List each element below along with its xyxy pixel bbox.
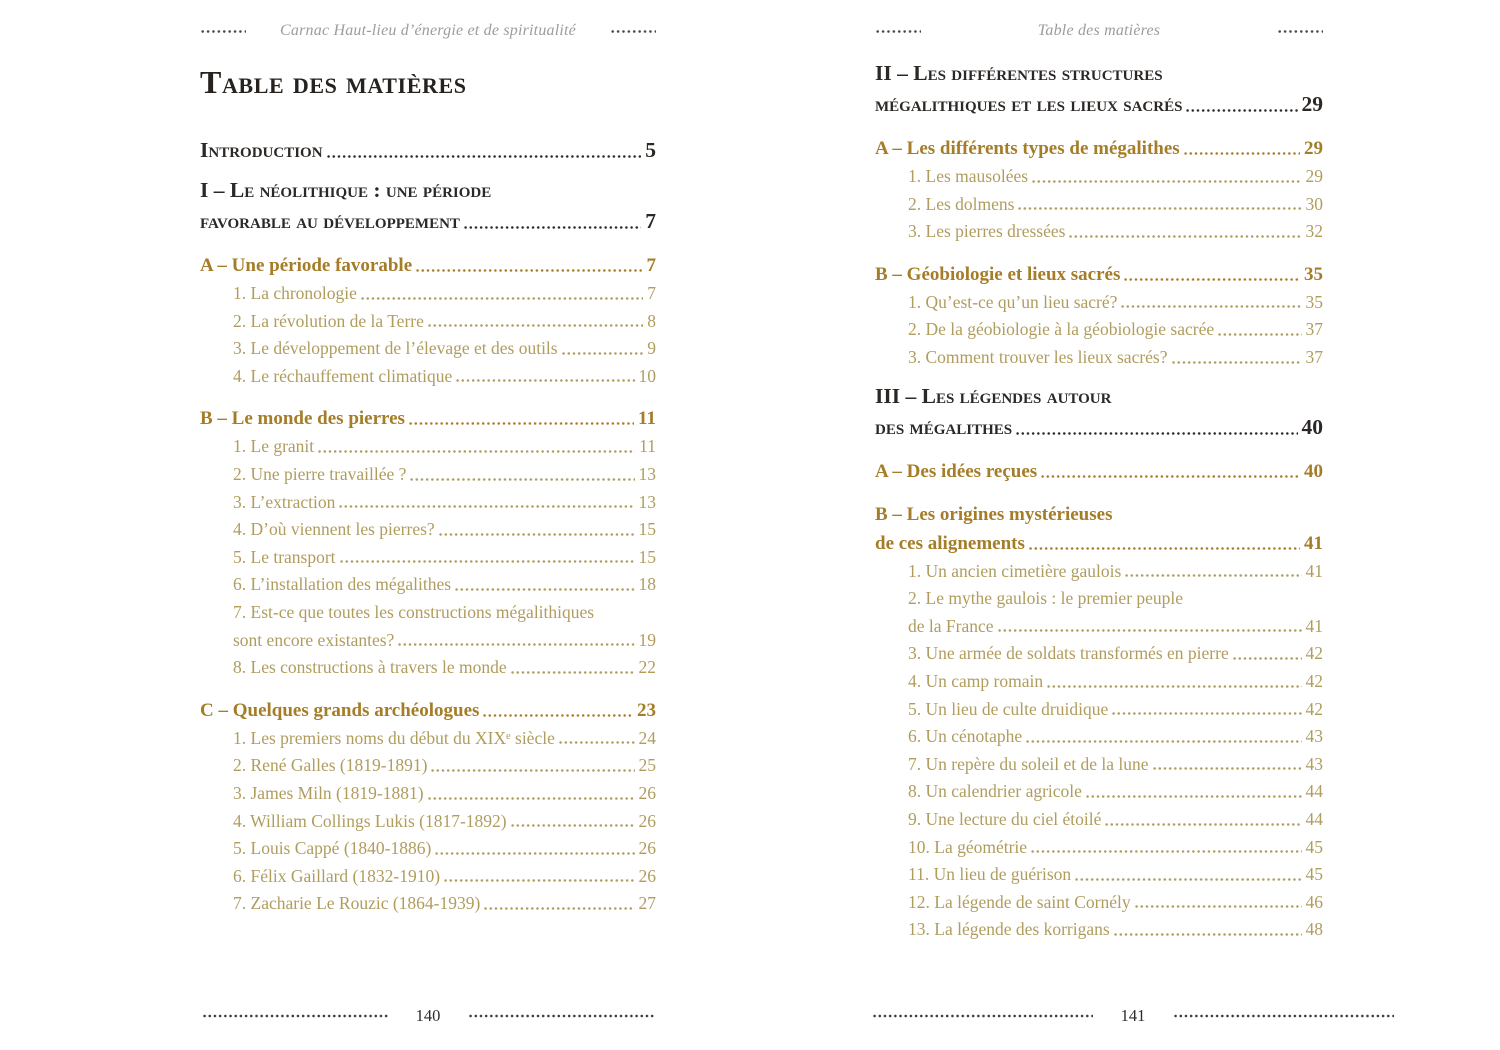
toc-entry-label: 4. D’où viennent les pierres? (233, 519, 435, 540)
dot-leader (1015, 412, 1297, 443)
toc-entry (200, 363, 656, 391)
toc-page-number: 30 (1305, 193, 1323, 214)
toc-entry-label: 13. La légende des korrigans (908, 919, 1110, 940)
toc-page-number: 8 (647, 310, 656, 331)
toc-entry-label: 5. Louis Cappé (1840-1886) (233, 838, 432, 859)
toc-entry (875, 806, 1323, 834)
dot-leader (561, 335, 644, 363)
footer-dotted-rule-icon (468, 1012, 654, 1020)
running-header-title: Table des matières (1037, 22, 1161, 39)
dot-leader (1040, 457, 1300, 486)
toc-entry-label: de ces alignements (875, 532, 1025, 554)
toc-entry (875, 889, 1323, 917)
toc-entry-label: A – Des idées reçues (875, 460, 1038, 482)
toc-entry-label: C – Quelques grands archéologues (200, 699, 480, 721)
toc-entry (875, 218, 1323, 246)
toc-entry-label: 3. L’extraction (233, 491, 336, 512)
toc-entry (200, 433, 656, 461)
dot-leader (1124, 558, 1301, 586)
toc-page-number: 26 (638, 865, 656, 886)
dot-leader (409, 461, 634, 489)
toc-entry (200, 752, 656, 780)
dot-leader (1232, 640, 1302, 668)
toc-entry (200, 808, 656, 836)
toc-page-number: 46 (1305, 891, 1323, 912)
toc-entry-label: 3. James Miln (1819-1881) (233, 782, 424, 803)
dot-leader (427, 780, 635, 808)
toc-entry-label: 4. Le réchauffement climatique (233, 365, 453, 386)
toc-entry-label: de la France (908, 615, 994, 636)
header-dotted-rule-icon (875, 27, 921, 36)
dot-leader (463, 206, 641, 237)
toc-entry (875, 381, 1323, 443)
page-right (875, 58, 1323, 944)
header-dotted-rule-icon (1277, 27, 1323, 36)
toc-page-number: 15 (638, 546, 656, 567)
toc-entry (875, 834, 1323, 862)
toc-entries-right (875, 58, 1323, 944)
page-folio-number: 140 (415, 1006, 441, 1025)
toc-entry (200, 780, 656, 808)
toc-entry (200, 404, 656, 433)
toc-entry-label: 1. Les premiers noms du début du XIXᵉ siècle (233, 727, 555, 748)
toc-page-number: 40 (1301, 414, 1323, 439)
toc-page-number: 26 (638, 838, 656, 859)
dot-leader (1085, 778, 1302, 806)
toc-entry (875, 861, 1323, 889)
toc-entry (200, 654, 656, 682)
dot-leader (1152, 751, 1302, 779)
toc-page-number: 42 (1305, 643, 1323, 664)
toc-entry (200, 599, 656, 654)
dot-leader (1025, 723, 1301, 751)
dot-leader (415, 251, 642, 280)
toc-page-number: 11 (638, 408, 656, 430)
toc-entry (875, 751, 1323, 779)
dot-leader (1171, 344, 1302, 372)
toc-entry-label: 5. Un lieu de culte druidique (908, 698, 1109, 719)
toc-page-number: 48 (1305, 919, 1323, 940)
toc-page-number: 13 (638, 463, 656, 484)
folio-left (202, 1006, 654, 1026)
toc-entry (875, 723, 1323, 751)
toc-page-number: 7 (646, 255, 656, 276)
toc-entry (875, 457, 1323, 486)
toc-entry-label: sont encore existantes? (233, 629, 395, 650)
toc-title: Table des matières (200, 64, 467, 100)
toc-entry-label: A – Une période favorable (200, 255, 413, 276)
running-header-right (875, 22, 1323, 40)
dot-leader (1068, 218, 1301, 246)
dot-leader (1017, 191, 1301, 219)
toc-entry (200, 461, 656, 489)
dot-leader (427, 308, 643, 336)
toc-entry-line: 7. Est-ce que toutes les constructions mégalithiques (233, 601, 595, 622)
dot-leader (1134, 889, 1302, 917)
toc-page-number: 42 (1305, 670, 1323, 691)
dot-leader (1217, 316, 1301, 344)
toc-entry-label: 6. Félix Gaillard (1832-1910) (233, 865, 441, 886)
toc-entry (875, 316, 1323, 344)
toc-entry (200, 696, 656, 725)
dot-leader (1046, 668, 1301, 696)
toc-entry-line: II – Les différentes structures (875, 61, 1163, 85)
toc-page-number: 37 (1305, 319, 1323, 340)
toc-entry (875, 289, 1323, 317)
footer-dotted-rule-icon (1173, 1012, 1394, 1020)
toc-entry-label: 1. Le granit (233, 436, 315, 457)
dot-leader (482, 696, 633, 725)
toc-entry (875, 260, 1323, 289)
toc-entry-label: 2. Les dolmens (908, 193, 1015, 214)
toc-entry (875, 778, 1323, 806)
toc-entry (875, 191, 1323, 219)
toc-entry-label: 2. Une pierre travaillée ? (233, 463, 407, 484)
toc-entry (875, 668, 1323, 696)
footer-dotted-rule-icon (872, 1012, 1093, 1020)
dot-leader (1123, 260, 1300, 289)
running-header-title: Carnac Haut-lieu d’énergie et de spiritualité (280, 22, 576, 39)
toc-entry (875, 163, 1323, 191)
toc-entry (200, 175, 656, 237)
toc-entry (875, 585, 1323, 640)
toc-entry (875, 500, 1323, 558)
dot-leader (483, 890, 634, 918)
toc-page-number: 45 (1305, 836, 1323, 857)
dot-leader (434, 835, 634, 863)
toc-entry (200, 489, 656, 517)
toc-entry-label: 3. Une armée de soldats transformés en pierre (908, 643, 1229, 664)
toc-entry-label: 9. Une lecture du ciel étoilé (908, 808, 1102, 829)
toc-page-number: 44 (1305, 808, 1323, 829)
toc-entry-label: 6. L’installation des mégalithes (233, 574, 452, 595)
toc-page-number: 19 (638, 629, 656, 650)
toc-page-number: 15 (638, 519, 656, 540)
toc-entry (200, 280, 656, 308)
toc-entry-label: 3. Comment trouver les lieux sacrés? (908, 346, 1168, 367)
dot-leader (326, 135, 642, 166)
dot-leader (1113, 916, 1302, 944)
toc-page-number: 29 (1301, 92, 1323, 116)
dot-leader (338, 489, 634, 517)
toc-page-number: 35 (1304, 263, 1323, 285)
dot-leader (1028, 529, 1300, 558)
toc-entry (200, 335, 656, 363)
dot-leader (443, 863, 634, 891)
toc-page-number: 7 (647, 283, 656, 303)
toc-page-number: 32 (1305, 221, 1323, 242)
toc-entry (200, 251, 656, 280)
toc-entry-label: 8. Les constructions à travers le monde (233, 657, 507, 678)
toc-entry-label: 1. Un ancien cimetière gaulois (908, 560, 1122, 581)
toc-entry-label: 4. Un camp romain (908, 670, 1044, 691)
dot-leader (397, 627, 634, 655)
toc-entry-label: 12. La légende de saint Cornély (908, 891, 1131, 912)
toc-entry (875, 640, 1323, 668)
toc-page-number: 29 (1305, 166, 1323, 186)
toc-entry-label: 1. La chronologie (233, 283, 357, 303)
dot-leader (1120, 289, 1301, 317)
toc-entry-label: 2. René Galles (1819-1891) (233, 755, 428, 776)
toc-page-number: 27 (638, 893, 656, 914)
toc-entry (200, 516, 656, 544)
toc-entry-label: 1. Qu’est-ce qu’un lieu sacré? (908, 291, 1118, 312)
toc-entries-left (200, 135, 656, 918)
toc-entry-label: B – Géobiologie et lieux sacrés (875, 263, 1121, 285)
toc-entry (200, 544, 656, 572)
toc-page-number: 41 (1304, 532, 1323, 554)
toc-entry-label: mégalithiques et les lieux sacrés (875, 92, 1183, 116)
toc-entry-line: 2. Le mythe gaulois : le premier peuple (908, 588, 1184, 609)
running-header-left (200, 22, 656, 40)
dot-leader (1183, 134, 1300, 163)
toc-page-number: 41 (1305, 560, 1323, 581)
dot-leader (997, 613, 1302, 641)
toc-page-number: 5 (645, 138, 656, 162)
dot-leader (1030, 834, 1301, 862)
toc-entry-label: 7. Zacharie Le Rouzic (1864-1939) (233, 893, 481, 914)
toc-entry (875, 134, 1323, 163)
toc-page-number: 26 (638, 782, 656, 803)
toc-entry (200, 835, 656, 863)
toc-page-number: 23 (637, 699, 656, 721)
header-dotted-rule-icon (610, 27, 656, 36)
toc-entry-label: 3. Les pierres dressées (908, 221, 1066, 242)
dot-leader (317, 433, 635, 461)
toc-entry-label: 4. William Collings Lukis (1817-1892) (233, 810, 507, 831)
dot-leader (1104, 806, 1301, 834)
toc-entry-line: I – Le néolithique : une période (200, 178, 492, 202)
toc-page-number: 37 (1305, 346, 1323, 367)
dot-leader (1111, 696, 1301, 724)
toc-entry-label: B – Le monde des pierres (200, 408, 405, 430)
toc-entry-label: Introduction (200, 138, 323, 162)
toc-page-number: 11 (639, 436, 656, 457)
toc-page-number: 42 (1305, 698, 1323, 719)
toc-page-number: 45 (1305, 864, 1323, 885)
toc-entry (200, 308, 656, 336)
toc-page-number: 35 (1305, 291, 1323, 312)
folio-right (872, 1006, 1394, 1026)
toc-entry-label: A – Les différents types de mégalithes (875, 138, 1180, 159)
dot-leader (455, 363, 634, 391)
dot-leader (339, 544, 635, 572)
toc-page-number: 29 (1304, 138, 1323, 159)
toc-entry-label: 11. Un lieu de guérison (908, 864, 1072, 885)
toc-page-number: 10 (638, 365, 656, 386)
toc-page-number: 43 (1305, 726, 1323, 747)
toc-page-number: 24 (638, 727, 656, 748)
toc-entry (875, 558, 1323, 586)
toc-page-number: 13 (638, 491, 656, 512)
dot-leader (430, 752, 634, 780)
toc-page-number: 41 (1305, 615, 1323, 636)
toc-entry-line: B – Les origines mystérieuses (875, 503, 1113, 525)
toc-entry (200, 725, 656, 753)
dot-leader (1185, 89, 1297, 120)
toc-entry (200, 890, 656, 918)
toc-entry-label: 3. Le développement de l’élevage et des outils (233, 338, 558, 359)
page-folio-number: 141 (1120, 1006, 1146, 1025)
toc-page-number: 43 (1305, 753, 1323, 774)
toc-page-number: 7 (645, 209, 656, 233)
toc-page-number: 40 (1304, 460, 1323, 482)
toc-entry-label: 1. Les mausolées (908, 166, 1029, 186)
toc-page-number: 25 (638, 755, 656, 776)
dot-leader (1031, 163, 1301, 191)
toc-entry (200, 135, 656, 166)
toc-page-number: 44 (1305, 781, 1323, 802)
toc-entry (200, 571, 656, 599)
toc-page-number: 26 (638, 810, 656, 831)
toc-page-number: 18 (638, 574, 656, 595)
dot-leader (1074, 861, 1301, 889)
toc-entry-label: 10. La géométrie (908, 836, 1028, 857)
header-dotted-rule-icon (200, 27, 246, 36)
dot-leader (360, 280, 643, 308)
toc-entry-label: 6. Un cénotaphe (908, 726, 1023, 747)
page-left (200, 64, 656, 918)
toc-entry (875, 58, 1323, 120)
toc-entry-label: 2. De la géobiologie à la géobiologie sacrée (908, 319, 1215, 340)
toc-entry (200, 863, 656, 891)
toc-page-number: 9 (647, 338, 656, 359)
toc-entry-label: 8. Un calendrier agricole (908, 781, 1082, 802)
dot-leader (438, 516, 635, 544)
toc-entry (875, 696, 1323, 724)
toc-entry-label: 2. La révolution de la Terre (233, 310, 424, 331)
toc-entry-label: 7. Un repère du soleil et de la lune (908, 753, 1149, 774)
dot-leader (510, 808, 635, 836)
toc-entry-label: des mégalithes (875, 414, 1013, 439)
toc-entry (875, 916, 1323, 944)
dot-leader (454, 571, 634, 599)
dot-leader (408, 404, 634, 433)
dot-leader (558, 725, 635, 753)
toc-entry-label: 5. Le transport (233, 546, 336, 567)
dot-leader (510, 654, 635, 682)
toc-entry-line: III – Les légendes autour (875, 383, 1112, 408)
toc-entry (875, 344, 1323, 372)
toc-page-number: 22 (638, 657, 656, 678)
toc-entry-label: favorable au développement (200, 209, 460, 233)
footer-dotted-rule-icon (202, 1012, 388, 1020)
